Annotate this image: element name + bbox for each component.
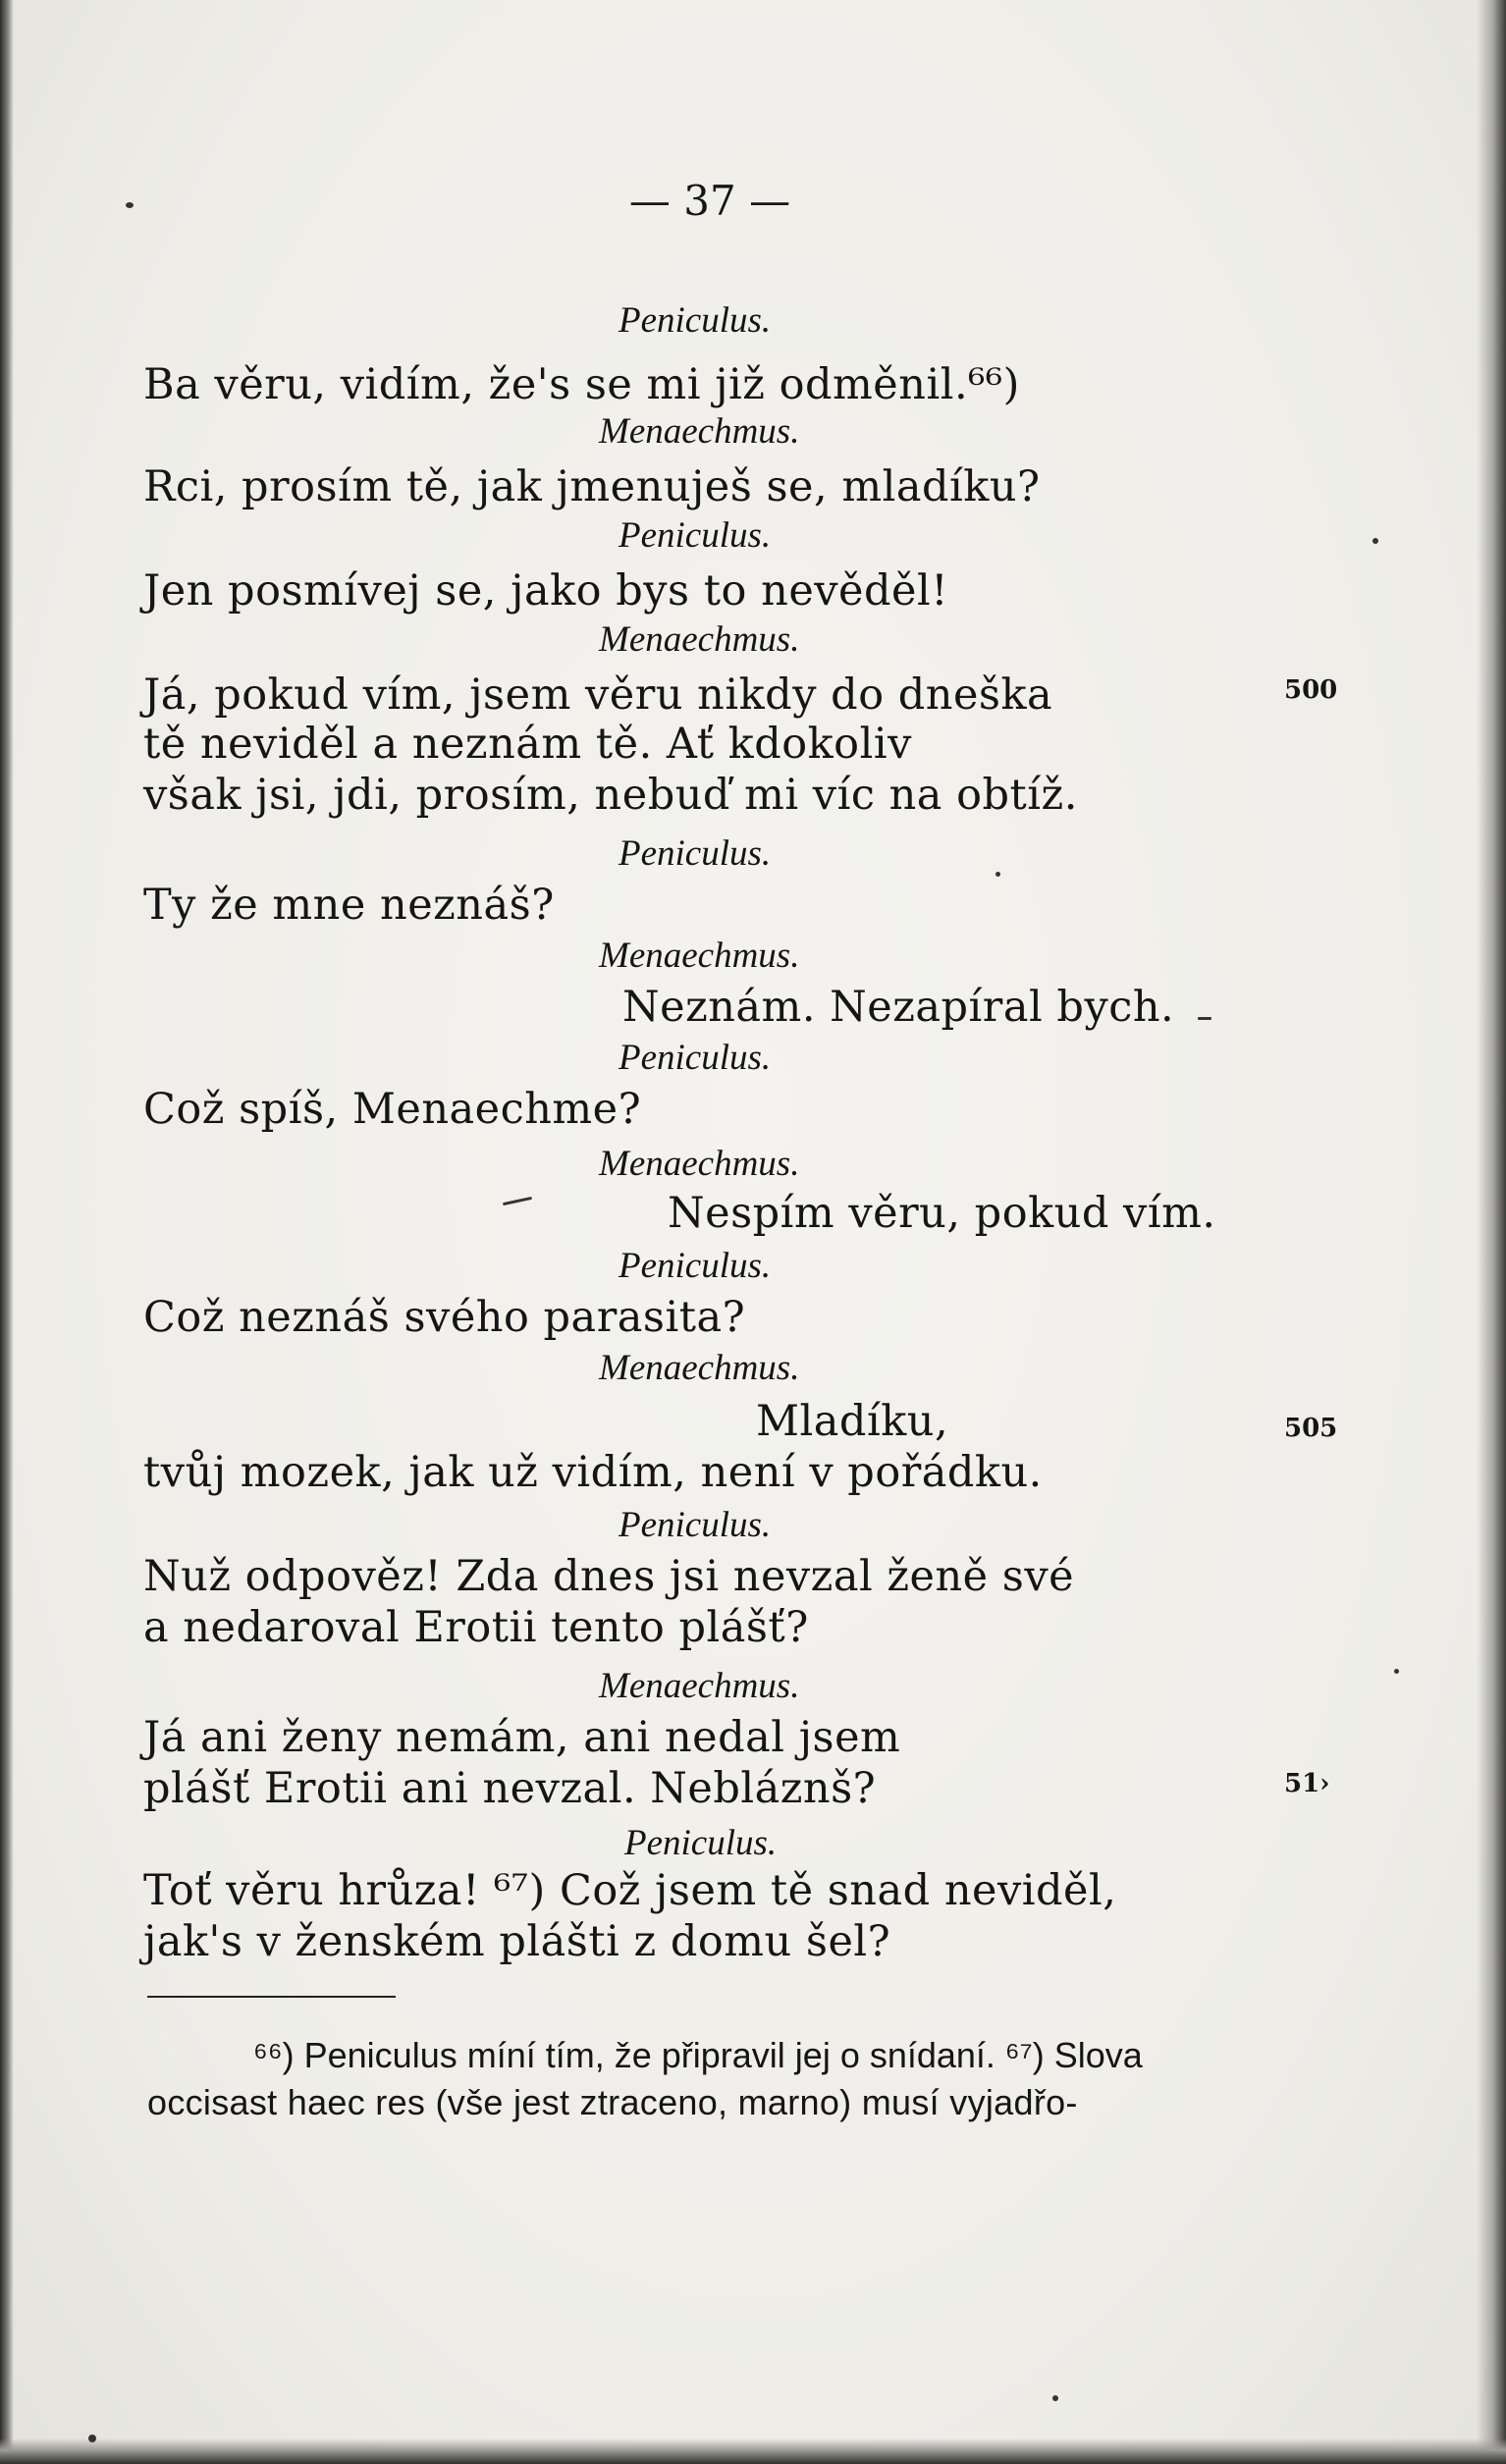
speaker-label: Peniculus. xyxy=(619,833,772,874)
speaker-label: Menaechmus. xyxy=(599,619,800,660)
verse-line: Což spíš, Menaechme? xyxy=(143,1085,642,1134)
margin-verse-number: 505 xyxy=(1284,1414,1338,1443)
speaker-label: Peniculus. xyxy=(624,1823,778,1863)
margin-verse-number: 500 xyxy=(1284,675,1338,705)
scan-speck xyxy=(126,202,134,208)
verse-line: Neznám. Nezapíral bych. xyxy=(622,983,1175,1032)
verse-line: Mladíku, xyxy=(756,1397,949,1446)
verse-line: Což neznáš svého parasita? xyxy=(143,1293,746,1342)
scan-speck xyxy=(1394,1669,1399,1674)
verse-line: Toť věru hrůza! ⁶⁷) Což jsem tě snad neviděl, xyxy=(143,1866,1117,1915)
speaker-label: Peniculus. xyxy=(619,1505,772,1545)
verse-line: plášť Erotii ani nevzal. Nebláznš? xyxy=(143,1764,877,1813)
page-edge-bottom xyxy=(0,2438,1506,2464)
scan-speck xyxy=(1198,1017,1211,1020)
speaker-label: Menaechmus. xyxy=(599,1144,800,1184)
scan-speck xyxy=(995,872,1000,877)
speaker-label: Menaechmus. xyxy=(599,1666,800,1706)
verse-line: Rci, prosím tě, jak jmenuješ se, mladíku? xyxy=(143,462,1041,511)
footnote-line: ⁶⁶) Peniculus míní tím, že připravil jej o snídaní. ⁶⁷) Slova xyxy=(253,2035,1143,2075)
speaker-label: Peniculus. xyxy=(619,1038,772,1078)
verse-line: Ba věru, vidím, že's se mi již odměnil.⁶⁶) xyxy=(143,360,1020,409)
speaker-label: Peniculus. xyxy=(619,300,772,341)
verse-line: Jen posmívej se, jako bys to nevěděl! xyxy=(143,566,949,616)
verse-line: Já, pokud vím, jsem věru nikdy do dneška xyxy=(143,670,1053,720)
page-edge-left xyxy=(0,0,14,2464)
verse-line: a nedaroval Erotii tento plášť? xyxy=(143,1603,809,1652)
verse-line: Nuž odpověz! Zda dnes jsi nevzal ženě své xyxy=(143,1552,1075,1601)
verse-line: jak's v ženském plášti z domu šel? xyxy=(143,1917,891,1966)
speaker-label: Menaechmus. xyxy=(599,411,800,452)
page-edge-right xyxy=(1477,0,1506,2464)
footnote-rule xyxy=(147,1996,396,1998)
verse-line: Ty že mne neznáš? xyxy=(143,881,555,930)
page-number: — 37 — xyxy=(628,177,791,225)
speaker-label: Peniculus. xyxy=(619,1246,772,1286)
footnote-line: occisast haec res (vše jest ztraceno, marno) musí vyjadřo- xyxy=(147,2082,1078,2122)
speaker-label: Peniculus. xyxy=(619,515,772,556)
verse-line: tvůj mozek, jak už vidím, není v pořádku. xyxy=(143,1448,1043,1497)
scan-speck xyxy=(503,1197,532,1205)
verse-line: tě neviděl a neznám tě. Ať kdokoliv xyxy=(143,720,912,769)
speaker-label: Menaechmus. xyxy=(599,1348,800,1388)
verse-line: Nespím věru, pokud vím. xyxy=(668,1189,1216,1238)
margin-verse-number: 51› xyxy=(1284,1769,1330,1798)
scan-speck xyxy=(88,2435,96,2442)
verse-line: však jsi, jdi, prosím, nebuď mi víc na obtíž. xyxy=(143,771,1078,820)
verse-line: Já ani ženy nemám, ani nedal jsem xyxy=(143,1713,901,1762)
scan-speck xyxy=(1052,2395,1058,2401)
scan-speck xyxy=(1372,538,1378,544)
speaker-label: Menaechmus. xyxy=(599,936,800,976)
